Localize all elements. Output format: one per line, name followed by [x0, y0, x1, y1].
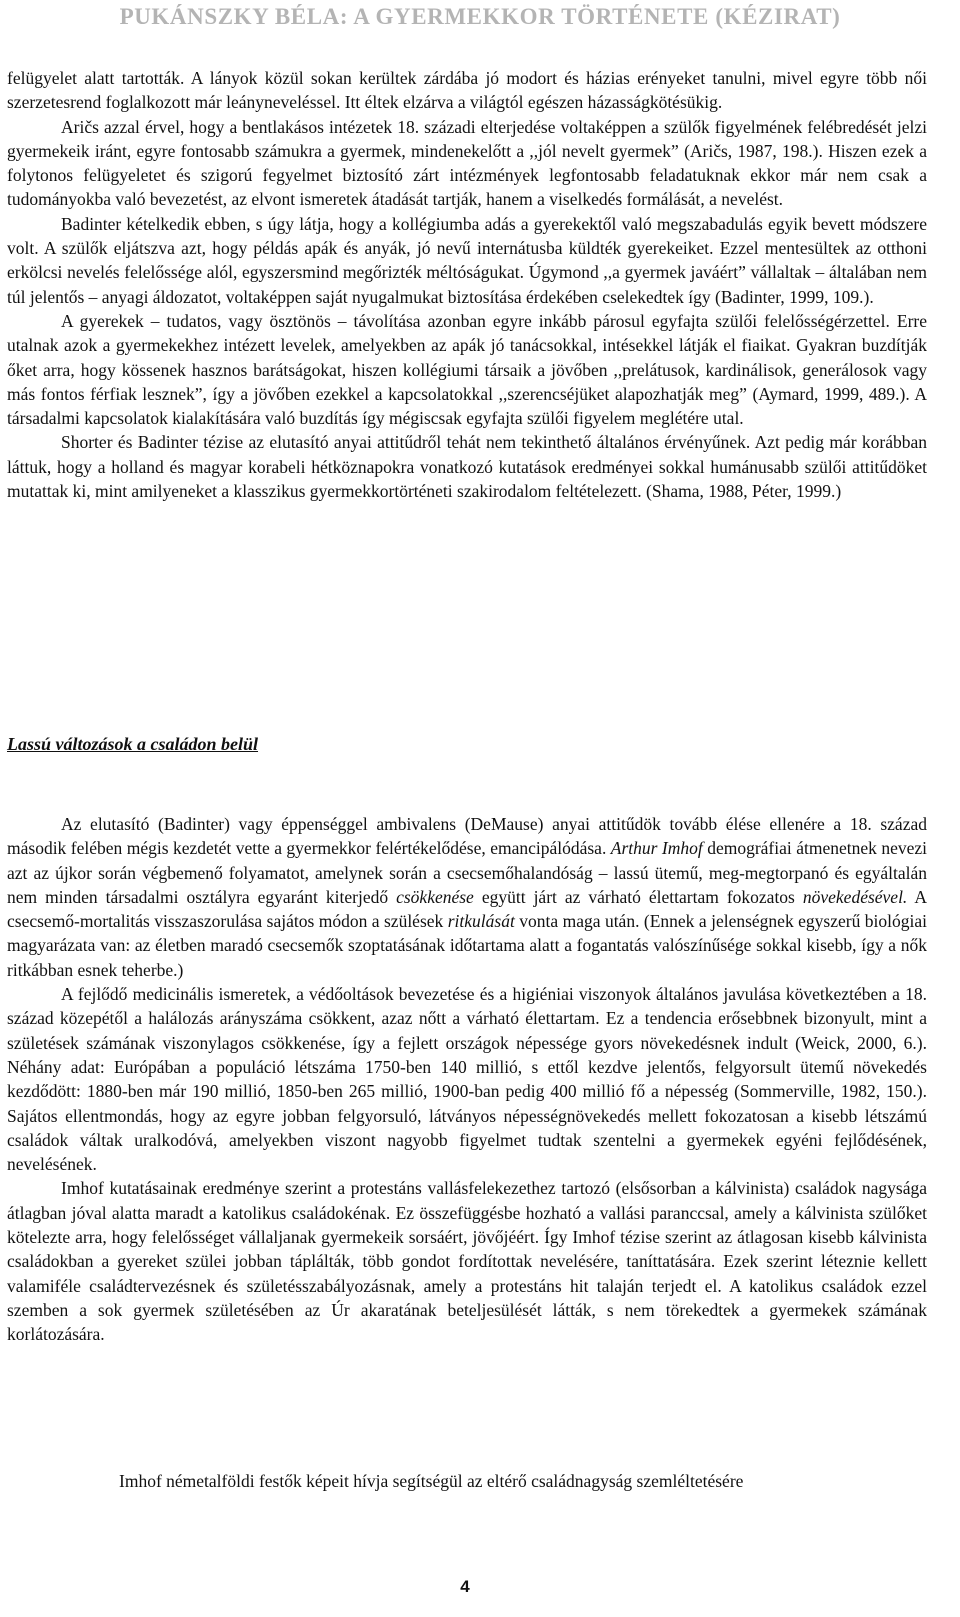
section-heading: Lassú változások a családon belül	[7, 734, 259, 754]
paragraph: Aričs azzal érvel, hogy a bentlakásos intézetek 18. századi elterjedése voltaképpen a szülők figyelmének felébredését jelzi gyermekeik iránt, egyre fontosabb számukra a gyermek, mindenekelőtt a ,,jól nevelt gyermek” (Aričs, 1987, 198.). Hiszen ezek a folytonos felügyeletet és szigorú fegyelmet biztosító zárt intézmények legfontosabb feladatuknak ekkor már nem csak a tudományokba való bevezetést, az elvont ismeretek átadását tartják, hanem a viselkedés formálását, a nevelést.	[7, 116, 927, 210]
section-1-text	[7, 66, 927, 503]
text-run: vonta maga után. (Ennek a jelenségnek egyszerű biológiai magyarázata van: az életben maradó csecsemők szoptatásának időtartama alatt a fogantatás valószínűsége sokkal kisebb, így a nők ritkábban esnek teherbe.)	[7, 911, 928, 980]
paragraph: Shorter és Badinter tézise az elutasító anyai attitűdről tehát nem tekinthető általános érvényűnek. Azt pedig már korábban láttuk, hogy a holland és magyar korabeli hétköznapokra vonatkozó kutatások eredményei sokkal humánusabb szülői attitűdöket mutattak ki, mint amilyeneket a klasszikus gyermekkortörténeti szakirodalom feltételezett. (Shama, 1988, Péter, 1999.)	[7, 432, 927, 502]
emphasis: növekedésével.	[802, 886, 908, 907]
text-run: A csecsemő-mortalitás visszaszorulása sajátos módon a szülések	[7, 886, 927, 932]
paragraph: Imhof kutatásainak eredménye szerint a protestáns vallásfelekezethez tartozó (elsősorban a kálvinista) családok nagysága átlagban jóval alatta maradt a katolikus családokénak. Ez összefüggésbe hozható a vallási paranccsal, amely a kálvinista szülőket kötelezte arra, hogy felelősséget vállaljanak gyermekeik sorsáért, jövőjéért. Így Imhof tézise szerint az átlagosan kisebb kálvinista családokban a gyereket szülei jobban táplálták, több gondot fordítottak nevelésére, taníttatására. Ezek szerint léteznie kellett valamiféle családtervezésnek és születésszabályozásnak, amely a protestáns hit talaján terjedt el. A katolikus családok ezzel szemben a sok gyermek születésében az Úr akaratának beteljesülését látták, s nem törekedtek a gyermekek számának korlátozására.	[7, 1178, 927, 1345]
running-header: PUKÁNSZKY BÉLA: A GYERMEKKOR TÖRTÉNETE (KÉZIRAT)	[119, 4, 841, 29]
section-2-text	[7, 812, 927, 1347]
text-run: Az elutasító (Badinter) vagy éppenséggel ambivalens (DeMause) anyai attitűdök tovább élése ellenére a 18. század második felében mégis kezdetét vette a gyermekkor felértékelődése, emancipálódása.	[7, 814, 927, 859]
text-run: demográfiai átmenetnek nevezi azt az újkor során végbemenő folyamatot, amelynek során a csecsemőhalandóság – lassú ütemű, meg-megtorpanó és egyáltalán nem minden társadalmi osztályra egyaránt kiterjedő	[7, 838, 927, 907]
paragraph: A fejlődő medicinális ismeretek, a védőoltások bevezetése és a higiéniai viszonyok általános javulása következtében a 18. század közepétől a halálozás arányszáma csökkent, azaz nőtt a várható élettartam. Ez a tendencia erősebbnek bizonyult, mint a születések számának viszonylagos csökkenése, így a fejlett országok népessége gyors növekedésnek indult (Weick, 2000, 6.). Néhány adat: Európában a populáció létszáma 1750-ben 140 millió, s ettől kezdve jelentős, felgyorsult ütemű növekedés kezdődött: 1880-ben már 190 millió, 1850-ben 265 millió, 1900-ban pedig 400 millió fő a népesség (Sommerville, 1982, 150.). Sajátos ellentmondás, hogy az egyre jobban felgyorsuló, látványos népességnövekedés mellett fokozatosan a kisebb létszámú családok váltak uralkodóvá, amelyekben viszont nagyobb figyelmet tudtak szentelni a gyermekek egyéni fejlődésének, nevelésének.	[7, 984, 927, 1175]
text-run: együtt járt az várható élettartam fokozatos	[473, 886, 803, 907]
paragraph: felügyelet alatt tartották. A lányok közül sokan kerültek zárdába jó modort és házias erényeket tanulni, mivel egyre több női szerzetesrend foglalkozott már leányneveléssel. Itt éltek elzárva a világtól egészen házasságkötésükig.	[7, 68, 927, 113]
paragraph: Badinter kételkedik ebben, s úgy látja, hogy a kollégiumba adás a gyerekektől való megszabadulás egyik bevett módszere volt. A szülők eljátszva azt, hogy példás apák és anyák, jó nevű internátusba küldték gyerekeiket. Ezzel mentesültek az otthoni erkölcsi nevelés felelőssége alól, egyszersmind megőrizték méltóságukat. Úgymond ,,a gyermek javáért” vállaltak – általában nem túl jelentős – anyagi áldozatot, voltaképpen saját nyugalmukat biztosítása érdekében cselekedtek így (Badinter, 1999, 109.).	[7, 213, 927, 307]
emphasis: csökkenése	[396, 886, 474, 907]
page-number: 4	[460, 1577, 470, 1596]
emphasis-name: Arthur Imhof	[610, 838, 703, 859]
paragraph	[7, 812, 927, 982]
paragraph: A gyerekek – tudatos, vagy ösztönös – távolítása azonban egyre inkább párosul egyfajta szülői felelősségérzettel. Erre utalnak azok a gyermekekhez intézett levelek, amelyekben az apák jó tanácsokkal, intésekkel látják el fiaikat. Gyakran buzdítják őket arra, hogy kössenek hasznos barátságokat, hiszen kollégiumi társaik a jövőben ,,prelátusok, kardinálisok, generálosok vagy más fontos férfiak lesznek”, így a jövőben ezekkel a kapcsolatokkal ,,szerencséjüket alapozhatják meg” (Aymard, 1999, 489.). A társadalmi kapcsolatok kialakítására való buzdítás így mégiscsak egyfajta szülői figyelem meglétére utal.	[7, 310, 927, 429]
emphasis: ritkulását	[447, 911, 515, 932]
paragraph-start: Imhof németalföldi festők képeit hívja segítségül az eltérő családnagyság szemléltetésére	[119, 1471, 744, 1491]
